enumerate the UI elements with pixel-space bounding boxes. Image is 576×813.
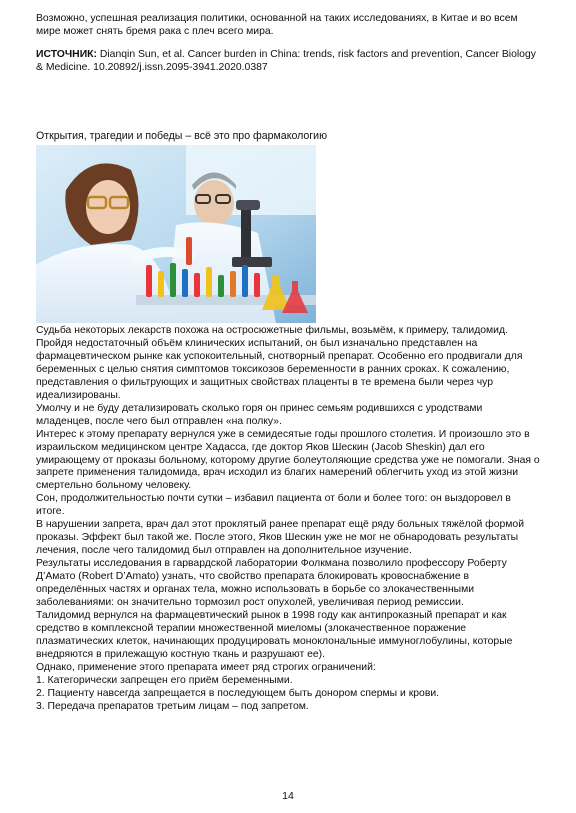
page-number: 14 bbox=[282, 790, 294, 802]
paragraph: Результаты исследования в гарвардской лаборатории Фолкмана позволило профессору Роберту Д’Амато (Robert D’Amato) узнать, что свойство препарата блокировать кровоснабжение в определённых частях и органах тела, можно использовать в борьбе со злокачественными заболеваниями: он значительно тормозил рост опухолей, увеличивая период ремиссии. bbox=[36, 558, 507, 609]
intro-paragraph: Возможно, успешная реализация политики, основанной на таких исследованиях, в Китае и во всем мире может снять бремя рака с плеч всего мира. bbox=[36, 13, 518, 37]
source-label: ИСТОЧНИК: bbox=[36, 49, 97, 60]
paragraph: Сон, продолжительностью почти сутки – избавил пациента от боли и более того: он выздоровел в итоге. bbox=[36, 493, 511, 518]
list-item: 2. Пациенту навсегда запрещается в последующем быть донором спермы и крови. bbox=[36, 687, 440, 699]
paragraph: Однако, применение этого препарата имеет ряд строгих ограничений: bbox=[36, 661, 376, 673]
list-item: 1. Категорически запрещен его приём беременными. bbox=[36, 674, 293, 686]
article-body bbox=[36, 325, 540, 714]
paragraph: В нарушении запрета, врач дал этот проклятый ранее препарат ещё ряду больных тяжёлой формой проказы. Эффект был такой же. После этого, Яков Шескин уже не мог не обнародовать результаты лечения, после чего талидомид был отправлен на дополнительное изучение. bbox=[36, 519, 525, 557]
source-text: Dianqin Sun, et al. Cancer burden in China: trends, risk factors and prevention, Cancer Biology & Medicine. 10.20892/j.issn.2095-3941.2020.0387 bbox=[36, 49, 536, 73]
laboratory-photo bbox=[36, 145, 316, 323]
source-citation bbox=[36, 48, 540, 74]
paragraph: Интерес к этому препарату вернулся уже в семидесятые годы прошлого столетия. И произошло это в израильском медицинском центре Хадасса, где доктор Яков Шескин (Jacob Sheskin) дал его умирающему от проказы больному, которому другие болеутоляющие средства уже не помогали. Зная о запрете применения талидомида, врач исходил из благих намерений облегчить уход из этой жизни смертельно больному человеку. bbox=[36, 428, 540, 492]
section-title: Открытия, трагедии и победы – всё это про фармакологию bbox=[36, 130, 328, 142]
paragraph: Судьба некоторых лекарств похожа на остросюжетные фильмы, возьмём, к примеру, талидомид. Пройдя недостаточный объём клинических испытаний, он был изначально представлен на фармацевтическом рынке как успокоительный, снотворный препарат. Особенно его продвигали для беременных с целью снятия симптомов токсикозов беременности в ранних сроках. К сожалению, представления о фильтрующих и защитных свойствах плаценты в те времена были через чур идеализированы. bbox=[36, 325, 523, 401]
list-item: 3. Передача препаратов третьим лицам – под запретом. bbox=[36, 700, 309, 712]
paragraph: Умолчу и не буду детализировать сколько горя он принес семьям родившихся с уродствами младенцев, после чего был отправлен «на полку». bbox=[36, 402, 483, 427]
paragraph: Талидомид вернулся на фармацевтический рынок в 1998 году как антипроказный препарат и как средство в комплексной терапии множественной миеломы (злокачественное поражение плазматических клеток, начинающих продуцировать моноклональные иммуноглобулины, которые внедряются в прилежащую костную ткань и разрушают ее). bbox=[36, 609, 513, 660]
